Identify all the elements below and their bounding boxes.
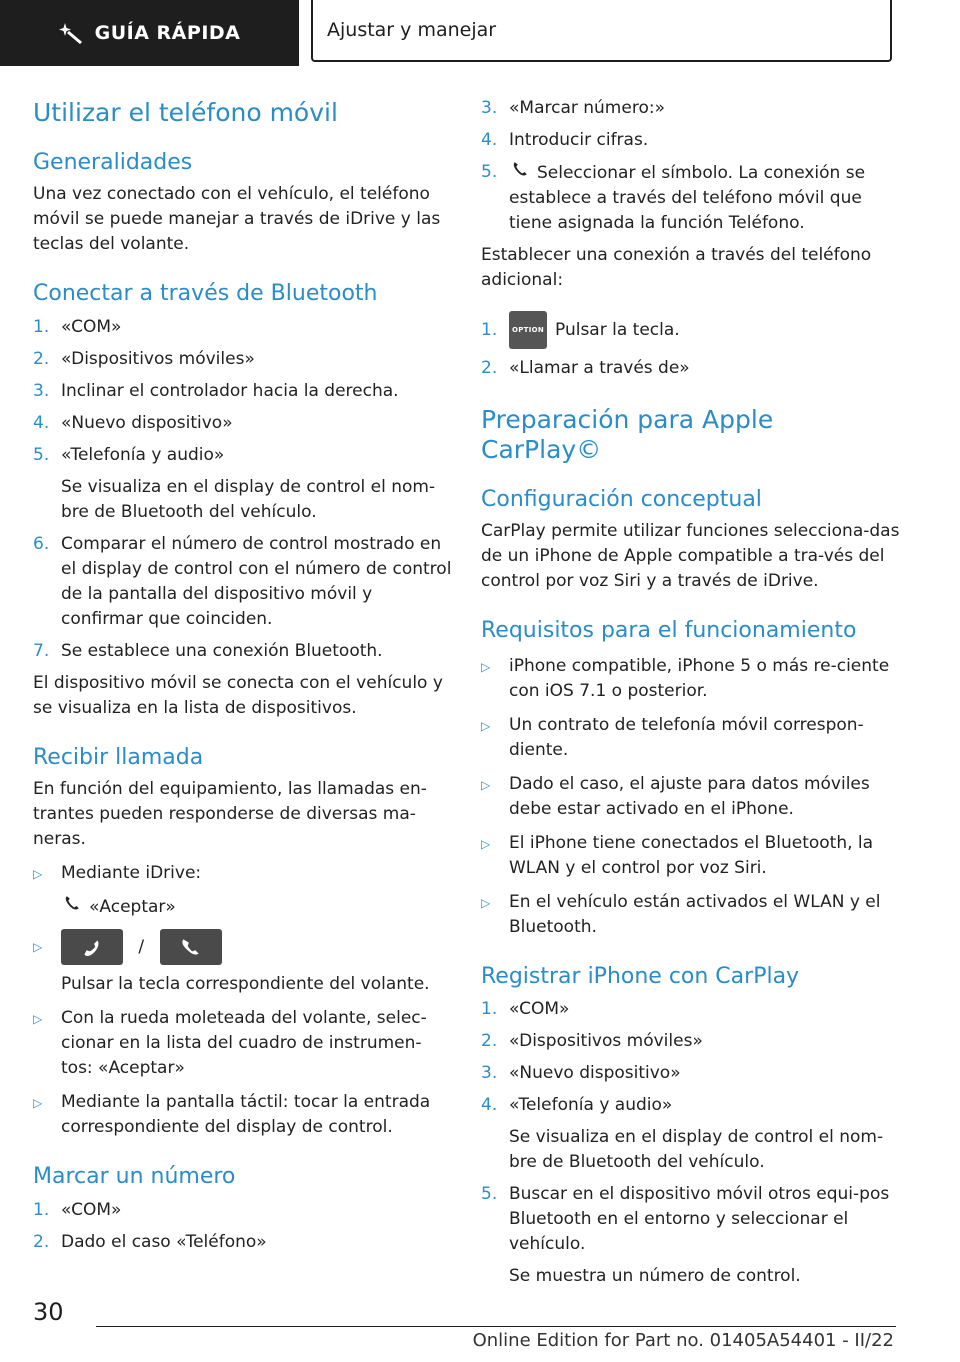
step-number: 7. (33, 640, 50, 661)
additional-phone-text: Establecer una conexión a través del teléfono adicional: (481, 245, 872, 290)
step-number: 1. (481, 999, 498, 1020)
list-item (33, 1230, 453, 1255)
list-item (481, 890, 901, 940)
step-number: 1. (33, 1199, 50, 1220)
accept-line (61, 894, 453, 920)
step-number: 1. (33, 316, 50, 337)
list-item (481, 831, 901, 881)
bullet-triangle-icon: ▷ (481, 718, 491, 733)
step-text: «COM» (61, 316, 122, 337)
bullet-triangle-icon: ▷ (33, 940, 43, 955)
list-item (33, 1006, 453, 1081)
bullet-text: El iPhone tiene conectados el Bluetooth, la WLAN y el control por voz Siri. (509, 832, 874, 878)
sparkle-arrow-icon (59, 22, 85, 44)
step-number: 2. (33, 348, 50, 369)
step-text: Dado el caso «Teléfono» (61, 1231, 267, 1252)
receive-text: En función del equipamiento, las llamadas en‐trantes pueden responderse de diversas ma‐neras. (33, 779, 427, 850)
step-number: 2. (481, 358, 498, 378)
bluetooth-after-text: El dispositivo móvil se conecta con el vehículo y se visualiza en la lista de dispositivos. (33, 672, 443, 718)
heading-requirements: Requisitos para el funcionamiento (481, 618, 857, 644)
step-number: 3. (481, 1063, 498, 1084)
step-note: Se visualiza en el display de control el nom‐bre de Bluetooth del vehículo. (61, 476, 436, 522)
quick-guide-label: GUÍA RÁPIDA (94, 22, 241, 44)
option-button[interactable] (509, 311, 547, 349)
step-number: 3. (33, 380, 50, 401)
step-text: «Nuevo dispositivo» (509, 1063, 681, 1084)
list-item (33, 379, 453, 404)
steering-call-accept-button[interactable] (61, 929, 123, 965)
list-item (481, 772, 901, 822)
section-title-carplay: Preparación para Apple CarPlay© (481, 405, 774, 464)
bullet-triangle-icon: ▷ (33, 1012, 43, 1027)
step-text: Se establece una conexión Bluetooth. (61, 640, 383, 661)
step-text: «COM» (61, 1199, 122, 1220)
step-number: 5. (481, 1184, 498, 1205)
list-item (481, 128, 901, 153)
phone-accept-icon (79, 934, 105, 960)
step-text: Inclinar el controlador hacia la derecha. (61, 380, 399, 401)
list-item (33, 532, 453, 632)
heading-receive-call: Recibir llamada (33, 744, 204, 770)
step-note: Se muestra un número de control. (509, 1266, 801, 1287)
step-number: 6. (33, 533, 50, 554)
step-text: «Llamar a través de» (509, 358, 690, 378)
bullet-triangle-icon: ▷ (481, 659, 491, 674)
phone-hangup-icon (178, 934, 204, 960)
step-number: 2. (33, 1231, 50, 1252)
step-text: Seleccionar el símbolo. La conexión se establece a través del teléfono móvil que tiene asignada la función Teléfono. (509, 163, 866, 233)
bullet-text: Mediante la pantalla táctil: tocar la entrada correspondiente del display de control. (61, 1092, 431, 1138)
left-column (33, 98, 453, 1255)
page-number: 30 (33, 1298, 64, 1326)
step-text: «Nuevo dispositivo» (61, 412, 233, 433)
step-number: 4. (33, 412, 50, 433)
option-label: OPTION (511, 325, 545, 334)
step-number: 4. (481, 130, 498, 150)
steering-call-end-button[interactable] (160, 929, 222, 965)
general-text: Una vez conectado con el vehículo, el teléfono móvil se puede manejar a través de iDrive y las teclas del volante. (33, 184, 441, 255)
list-item (481, 96, 901, 121)
bullet-triangle-icon: ▷ (481, 895, 491, 910)
list-item (33, 929, 453, 965)
list-item (481, 1029, 901, 1054)
step-note: Se visualiza en el display de control el nom‐bre de Bluetooth del vehículo. (509, 1127, 884, 1173)
step-text: «Dispositivos móviles» (61, 348, 255, 369)
quick-guide-tab[interactable] (0, 0, 299, 66)
right-column (481, 96, 901, 1289)
list-item (33, 1198, 453, 1223)
list-item (33, 315, 453, 340)
step-number: 5. (33, 444, 50, 465)
step-text: Introducir cifras. (509, 130, 649, 150)
bullet-triangle-icon: ▷ (481, 777, 491, 792)
bullet-text: En el vehículo están activados el WLAN y el Bluetooth. (509, 891, 881, 937)
bullet-note: Pulsar la tecla correspondiente del volante. (61, 974, 430, 995)
footer-divider (96, 1326, 896, 1327)
list-item (481, 1093, 901, 1118)
list-item (481, 160, 901, 236)
bullet-text: Dado el caso, el ajuste para datos móviles debe estar activado en el iPhone. (509, 773, 870, 819)
accept-text: «Aceptar» (89, 897, 176, 918)
heading-general: Generalidades (33, 150, 193, 175)
list-item (33, 639, 453, 664)
bullet-text: iPhone compatible, iPhone 5 o más re‐ciente con iOS 7.1 o posterior. (509, 655, 890, 701)
step-number: 2. (481, 1031, 498, 1052)
step-number: 1. (481, 319, 498, 340)
bullet-triangle-icon: ▷ (33, 1096, 43, 1111)
page-header (0, 0, 960, 66)
list-item (481, 1061, 901, 1086)
slash-separator: / (138, 937, 145, 958)
list-item (481, 713, 901, 763)
list-item (481, 654, 901, 704)
heading-register-carplay: Registrar iPhone con CarPlay (481, 963, 800, 989)
phone-icon (63, 894, 81, 920)
bullet-text: Con la rueda moleteada del volante, selec‐cionar en la lista del cuadro de instrumen‐tos: «Aceptar» (61, 1008, 427, 1079)
concept-text: CarPlay permite utilizar funciones selecciona‐das de un iPhone de Apple compatible a tra‐vés del control por voz Siri y a través de iDrive. (481, 521, 900, 592)
step-text: Pulsar la tecla. (555, 320, 680, 340)
bullet-triangle-icon: ▷ (481, 836, 491, 851)
step-text: «Telefonía y audio» (509, 1095, 673, 1116)
list-item (33, 347, 453, 372)
list-item (481, 356, 901, 381)
step-number: 4. (481, 1095, 498, 1116)
heading-concept: Configuración conceptual (481, 487, 762, 512)
bullet-triangle-icon: ▷ (33, 867, 43, 882)
section-tab[interactable] (311, 0, 892, 62)
step-text: «Telefonía y audio» (61, 444, 225, 465)
section-title-phone: Utilizar el teléfono móvil (33, 98, 338, 127)
list-item (33, 443, 453, 468)
step-number: 3. (481, 98, 498, 118)
list-item (33, 1090, 453, 1140)
list-item (33, 861, 453, 887)
list-item (33, 411, 453, 436)
step-text: «COM» (509, 999, 570, 1020)
step-text: Buscar en el dispositivo móvil otros equi‐pos Bluetooth en el entorno y seleccionar el vehículo. (509, 1184, 890, 1255)
list-item (481, 311, 901, 349)
heading-bluetooth: Conectar a través de Bluetooth (33, 281, 378, 307)
step-text: «Marcar número:» (509, 98, 665, 118)
phone-icon (511, 160, 529, 186)
step-text: «Dispositivos móviles» (509, 1031, 703, 1052)
step-number: 5. (481, 162, 498, 182)
step-text: Comparar el número de control mostrado en el display de control con el número de control de la pantalla del dispositivo móvil y confirmar que coinciden. (61, 533, 452, 629)
section-label: Ajustar y manejar (327, 19, 497, 41)
bullet-text: Mediante iDrive: (61, 863, 202, 884)
list-item (481, 1182, 901, 1257)
edition-text: Online Edition for Part no. 01405A54401 - II/22 (472, 1330, 894, 1351)
bullet-text: Un contrato de telefonía móvil correspon‐diente. (509, 714, 864, 760)
heading-dial-number: Marcar un número (33, 1164, 236, 1190)
list-item (481, 997, 901, 1022)
